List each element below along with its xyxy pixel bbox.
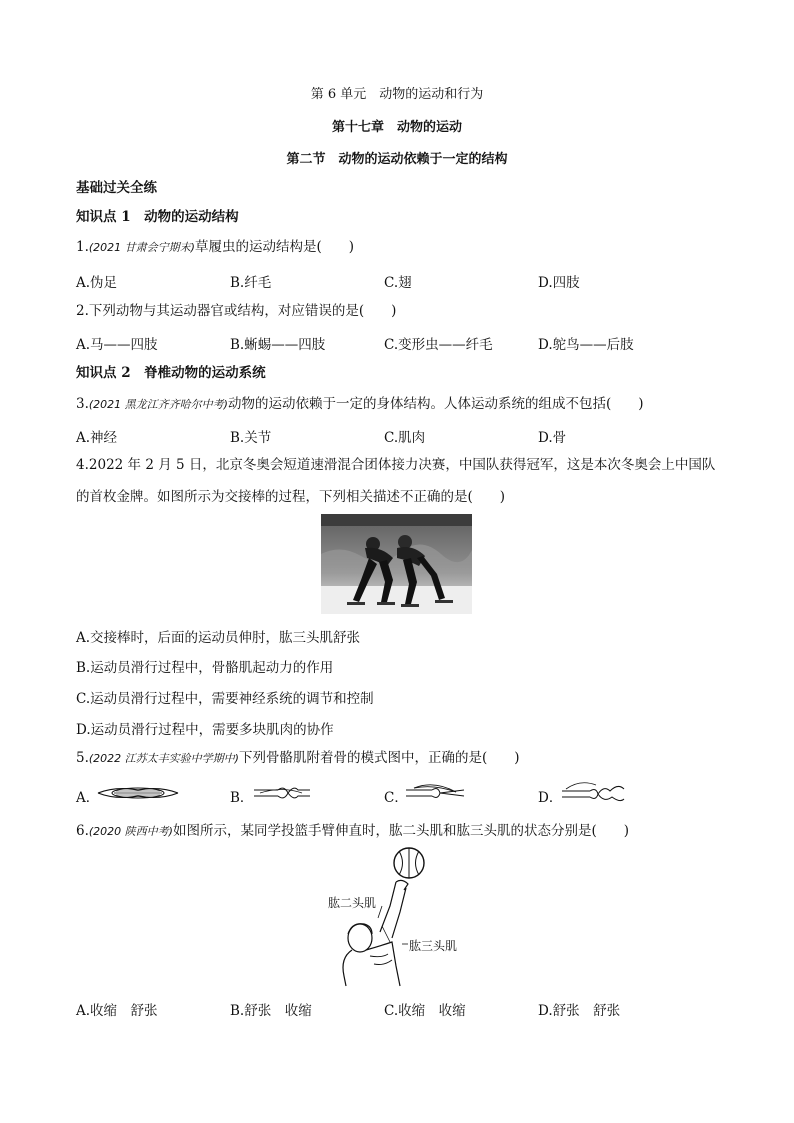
q1-option-d: D.四肢	[538, 275, 580, 291]
q2-option-b: B.蜥蜴——四肢	[230, 337, 326, 353]
question-1	[76, 238, 354, 257]
q6-option-d: D.舒张 舒张	[538, 1003, 621, 1019]
muscle-diagram-a	[96, 782, 180, 804]
q3-option-a: A.神经	[76, 430, 118, 446]
q6-option-b: B.舒张 收缩	[230, 1003, 312, 1019]
q2-option-a: A.马——四肢	[76, 337, 158, 353]
question-6	[76, 822, 629, 841]
q5-option-c: C．	[384, 790, 408, 806]
biceps-label: 肱二头肌	[328, 896, 377, 910]
question-stem: 下列骨骼肌附着骨的模式图中，正确的是( )	[238, 750, 520, 766]
q3-option-d: D.骨	[538, 430, 567, 446]
question-number: 5.	[76, 750, 89, 766]
question-3	[76, 395, 644, 414]
chapter-heading: 第十七章 动物的运动	[331, 120, 462, 135]
question-source: (2021 甘肃会宁期末)	[88, 241, 195, 254]
knowledge-point-2: 知识点 2 脊椎动物的运动系统	[76, 365, 266, 381]
triceps-label: 肱三头肌	[409, 939, 458, 953]
question-number: 2.	[76, 303, 89, 319]
question-stem: 如图所示，某同学投篮手臂伸直时，肱二头肌和肱三头肌的状态分别是( )	[172, 823, 630, 839]
q1-option-c: C.翅	[384, 275, 412, 291]
q4-option-b: B.运动员滑行过程中，骨骼肌起动力的作用	[76, 660, 334, 676]
question-stem: 下列动物与其运动器官或结构，对应错误的是( )	[88, 303, 397, 319]
question-stem: 草履虫的运动结构是( )	[194, 239, 355, 255]
q1-option-a: A.伪足	[76, 275, 118, 291]
basketball-arm-figure	[330, 846, 470, 988]
question-5	[76, 749, 520, 768]
q2-option-d: D.鸵鸟——后肢	[538, 337, 634, 353]
question-number: 3.	[76, 396, 89, 412]
q4-option-d: D.运动员滑行过程中，需要多块肌肉的协作	[76, 722, 334, 738]
question-number: 4.	[76, 457, 89, 473]
q3-option-c: C.肌肉	[384, 430, 426, 446]
q5-option-b: B．	[230, 790, 254, 806]
unit-heading: 第 6 单元 动物的运动和行为	[310, 87, 484, 102]
q2-option-c: C.变形虫——纤毛	[384, 337, 493, 353]
q3-option-b: B.关节	[230, 430, 272, 446]
q5-option-d: D．	[538, 790, 563, 806]
muscle-diagram-b	[252, 782, 312, 804]
question-source: (2022 江苏太丰实验中学期中)	[88, 752, 239, 765]
q4-option-c: C.运动员滑行过程中，需要神经系统的调节和控制	[76, 691, 374, 707]
question-stem: 2022 年 2 月 5 日，北京冬奥会短道速滑混合团体接力决赛，中国队获得冠军，这是本次冬奥会上中国队	[88, 457, 716, 473]
question-source: (2021 黑龙江齐齐哈尔中考)	[88, 398, 228, 411]
question-source: (2020 陕西中考)	[88, 825, 173, 838]
q1-option-b: B.纤毛	[230, 275, 272, 291]
question-number: 6.	[76, 823, 89, 839]
q4-option-a: A.交接棒时，后面的运动员伸肘，肱三头肌舒张	[76, 630, 361, 646]
q6-option-a: A.收缩 舒张	[76, 1003, 158, 1019]
knowledge-point-1: 知识点 1 动物的运动结构	[76, 209, 239, 225]
question-2	[76, 302, 396, 320]
practice-label: 基础过关全练	[76, 180, 157, 196]
muscle-diagram-c	[404, 782, 466, 804]
q5-option-a: A．	[76, 790, 100, 806]
section-heading: 第二节 动物的运动依赖于一定的结构	[286, 152, 508, 167]
question-4-line-2: 的首枚金牌。如图所示为交接棒的过程，下列相关描述不正确的是( )	[76, 489, 506, 505]
q6-option-c: C.收缩 收缩	[384, 1003, 466, 1019]
question-stem: 动物的运动依赖于一定的身体结构。人体运动系统的组成不包括( )	[227, 396, 644, 412]
muscle-diagram-d	[560, 779, 626, 807]
question-4-line-1	[76, 456, 715, 474]
skating-photo	[321, 514, 472, 614]
question-number: 1.	[76, 239, 89, 255]
